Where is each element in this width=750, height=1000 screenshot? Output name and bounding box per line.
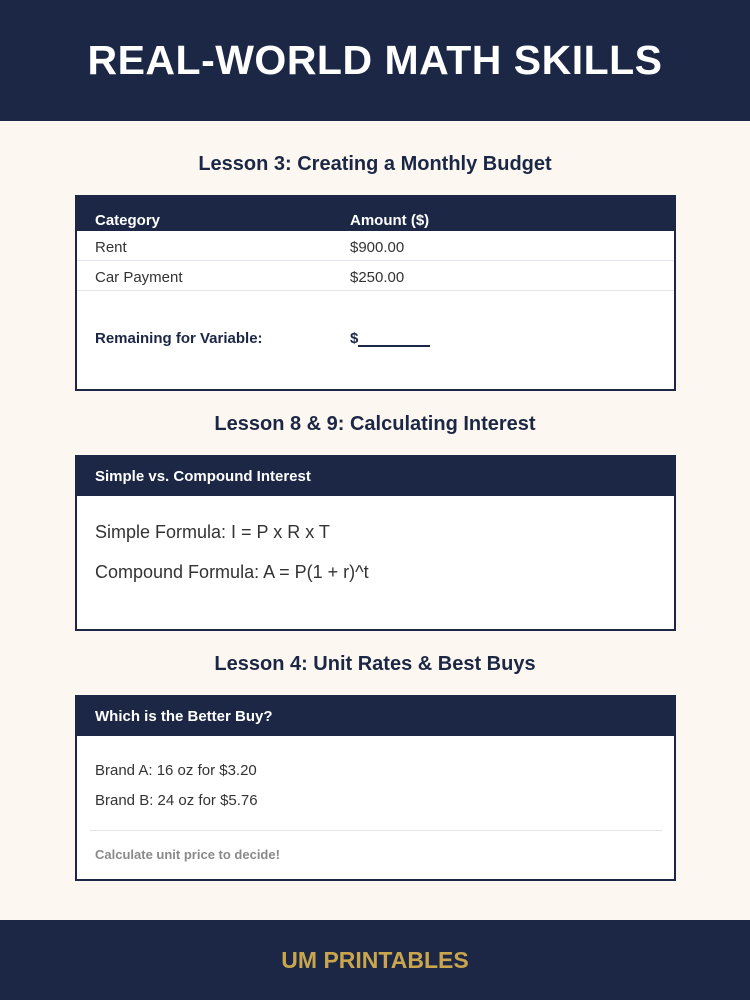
remaining-row [77,291,674,388]
brand-a-text: Brand A: 16 oz for $3.20 [95,762,257,779]
budget-table [75,195,676,391]
remaining-prefix: $ [350,330,359,347]
interest-section-title: Lesson 8 & 9: Calculating Interest [214,413,536,435]
compound-formula: Compound Formula: A = P(1 + r)^t [95,562,369,582]
simple-formula: Simple Formula: I = P x R x T [95,522,330,542]
answer-blank[interactable] [358,332,430,347]
unit-rates-section-title: Lesson 4: Unit Rates & Best Buys [214,653,536,675]
page-footer [0,920,750,1000]
page-title: REAL-WORLD MATH SKILLS [87,37,663,83]
page-header [0,0,750,121]
row-amount: $900.00 [350,239,405,256]
row-amount: $250.00 [350,269,405,286]
budget-table-header [77,197,674,231]
budget-section-title: Lesson 3: Creating a Monthly Budget [198,153,552,175]
better-buy-card [75,695,676,881]
brand-b-text: Brand B: 24 oz for $5.76 [95,792,258,809]
footer-brand: UM PRINTABLES [281,946,469,973]
remaining-label: Remaining for Variable: [95,330,263,347]
table-row [77,231,674,261]
divider [90,830,662,831]
interest-card-title: Simple vs. Compound Interest [77,457,674,496]
table-row [77,261,674,291]
row-category: Rent [95,239,127,256]
hint-text: Calculate unit price to decide! [95,847,280,862]
remaining-answer[interactable] [350,330,430,347]
interest-card [75,455,676,631]
row-category: Car Payment [95,269,183,286]
better-buy-card-title: Which is the Better Buy? [77,697,674,736]
column-header-amount: Amount ($) [350,212,430,229]
column-header-category: Category [95,212,161,229]
